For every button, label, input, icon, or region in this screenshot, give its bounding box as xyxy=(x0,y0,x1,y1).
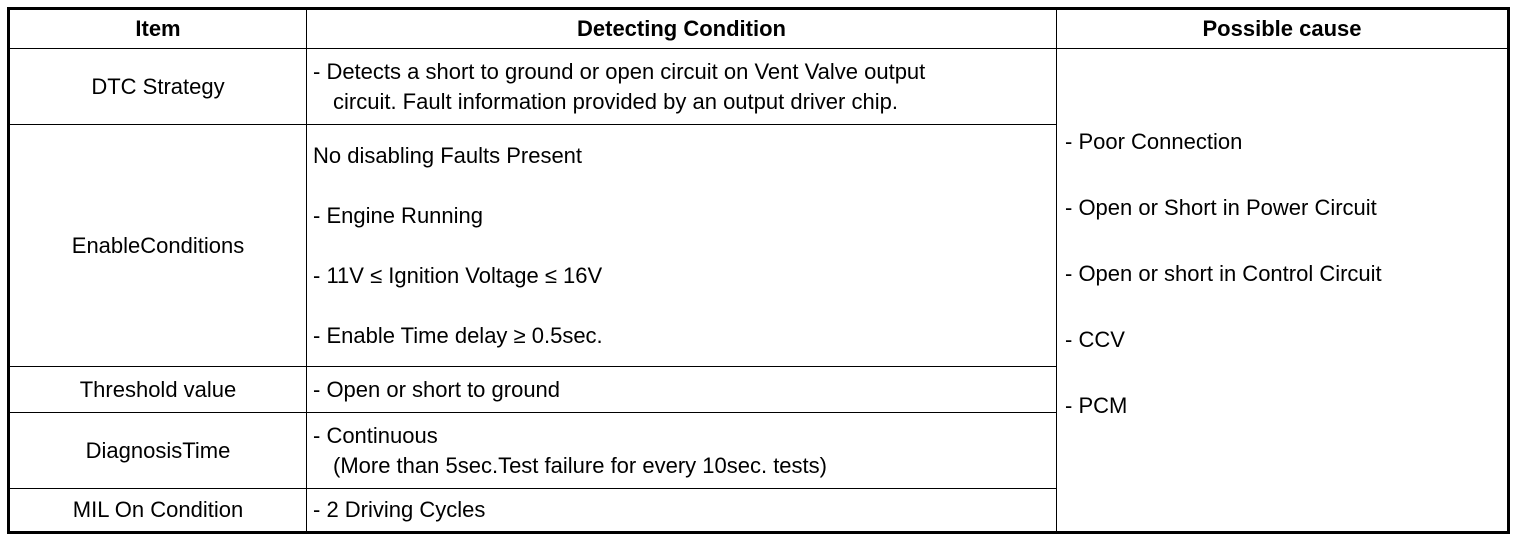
condition-cell xyxy=(307,367,1057,413)
condition-cell xyxy=(307,489,1057,533)
condition-line: - 2 Driving Cycles xyxy=(313,497,486,522)
condition-line: - Detects a short to ground or open circuit on Vent Valve output xyxy=(313,58,926,84)
row-dtc-strategy xyxy=(9,49,1509,125)
cause-item: - CCV xyxy=(1065,327,1125,352)
header-possible-cause: Possible cause xyxy=(1057,9,1509,49)
condition-line: - Open or short to ground xyxy=(313,376,561,402)
item-cell: DiagnosisTime xyxy=(9,413,307,489)
cause-item: - Open or Short in Power Circuit xyxy=(1065,195,1377,220)
item-cell: DTC Strategy xyxy=(9,49,307,125)
condition-cell xyxy=(307,413,1057,489)
cause-item: - PCM xyxy=(1065,393,1128,418)
header-item: Item xyxy=(9,9,307,49)
condition-line: - Engine Running xyxy=(313,202,484,228)
condition-line: (More than 5sec.Test failure for every 10sec. tests) xyxy=(333,452,827,478)
item-cell: EnableConditions xyxy=(9,125,307,367)
cause-item: - Poor Connection xyxy=(1065,129,1243,154)
condition-line: - 11V ≤ Ignition Voltage ≤ 16V xyxy=(313,262,603,288)
item-cell: Threshold value xyxy=(9,367,307,413)
condition-cell xyxy=(307,49,1057,125)
header-detecting-condition: Detecting Condition xyxy=(307,9,1057,49)
condition-line: circuit. Fault information provided by an output driver chip. xyxy=(333,88,898,114)
possible-cause-cell xyxy=(1057,49,1509,533)
condition-cell xyxy=(307,125,1057,367)
diagnostic-spec-table xyxy=(7,7,1510,534)
cause-item: - Open or short in Control Circuit xyxy=(1065,261,1382,286)
item-cell: MIL On Condition xyxy=(9,489,307,533)
condition-line: - Enable Time delay ≥ 0.5sec. xyxy=(313,322,603,348)
header-row xyxy=(9,9,1509,49)
condition-line: No disabling Faults Present xyxy=(313,142,583,168)
condition-line: - Continuous xyxy=(313,422,438,448)
